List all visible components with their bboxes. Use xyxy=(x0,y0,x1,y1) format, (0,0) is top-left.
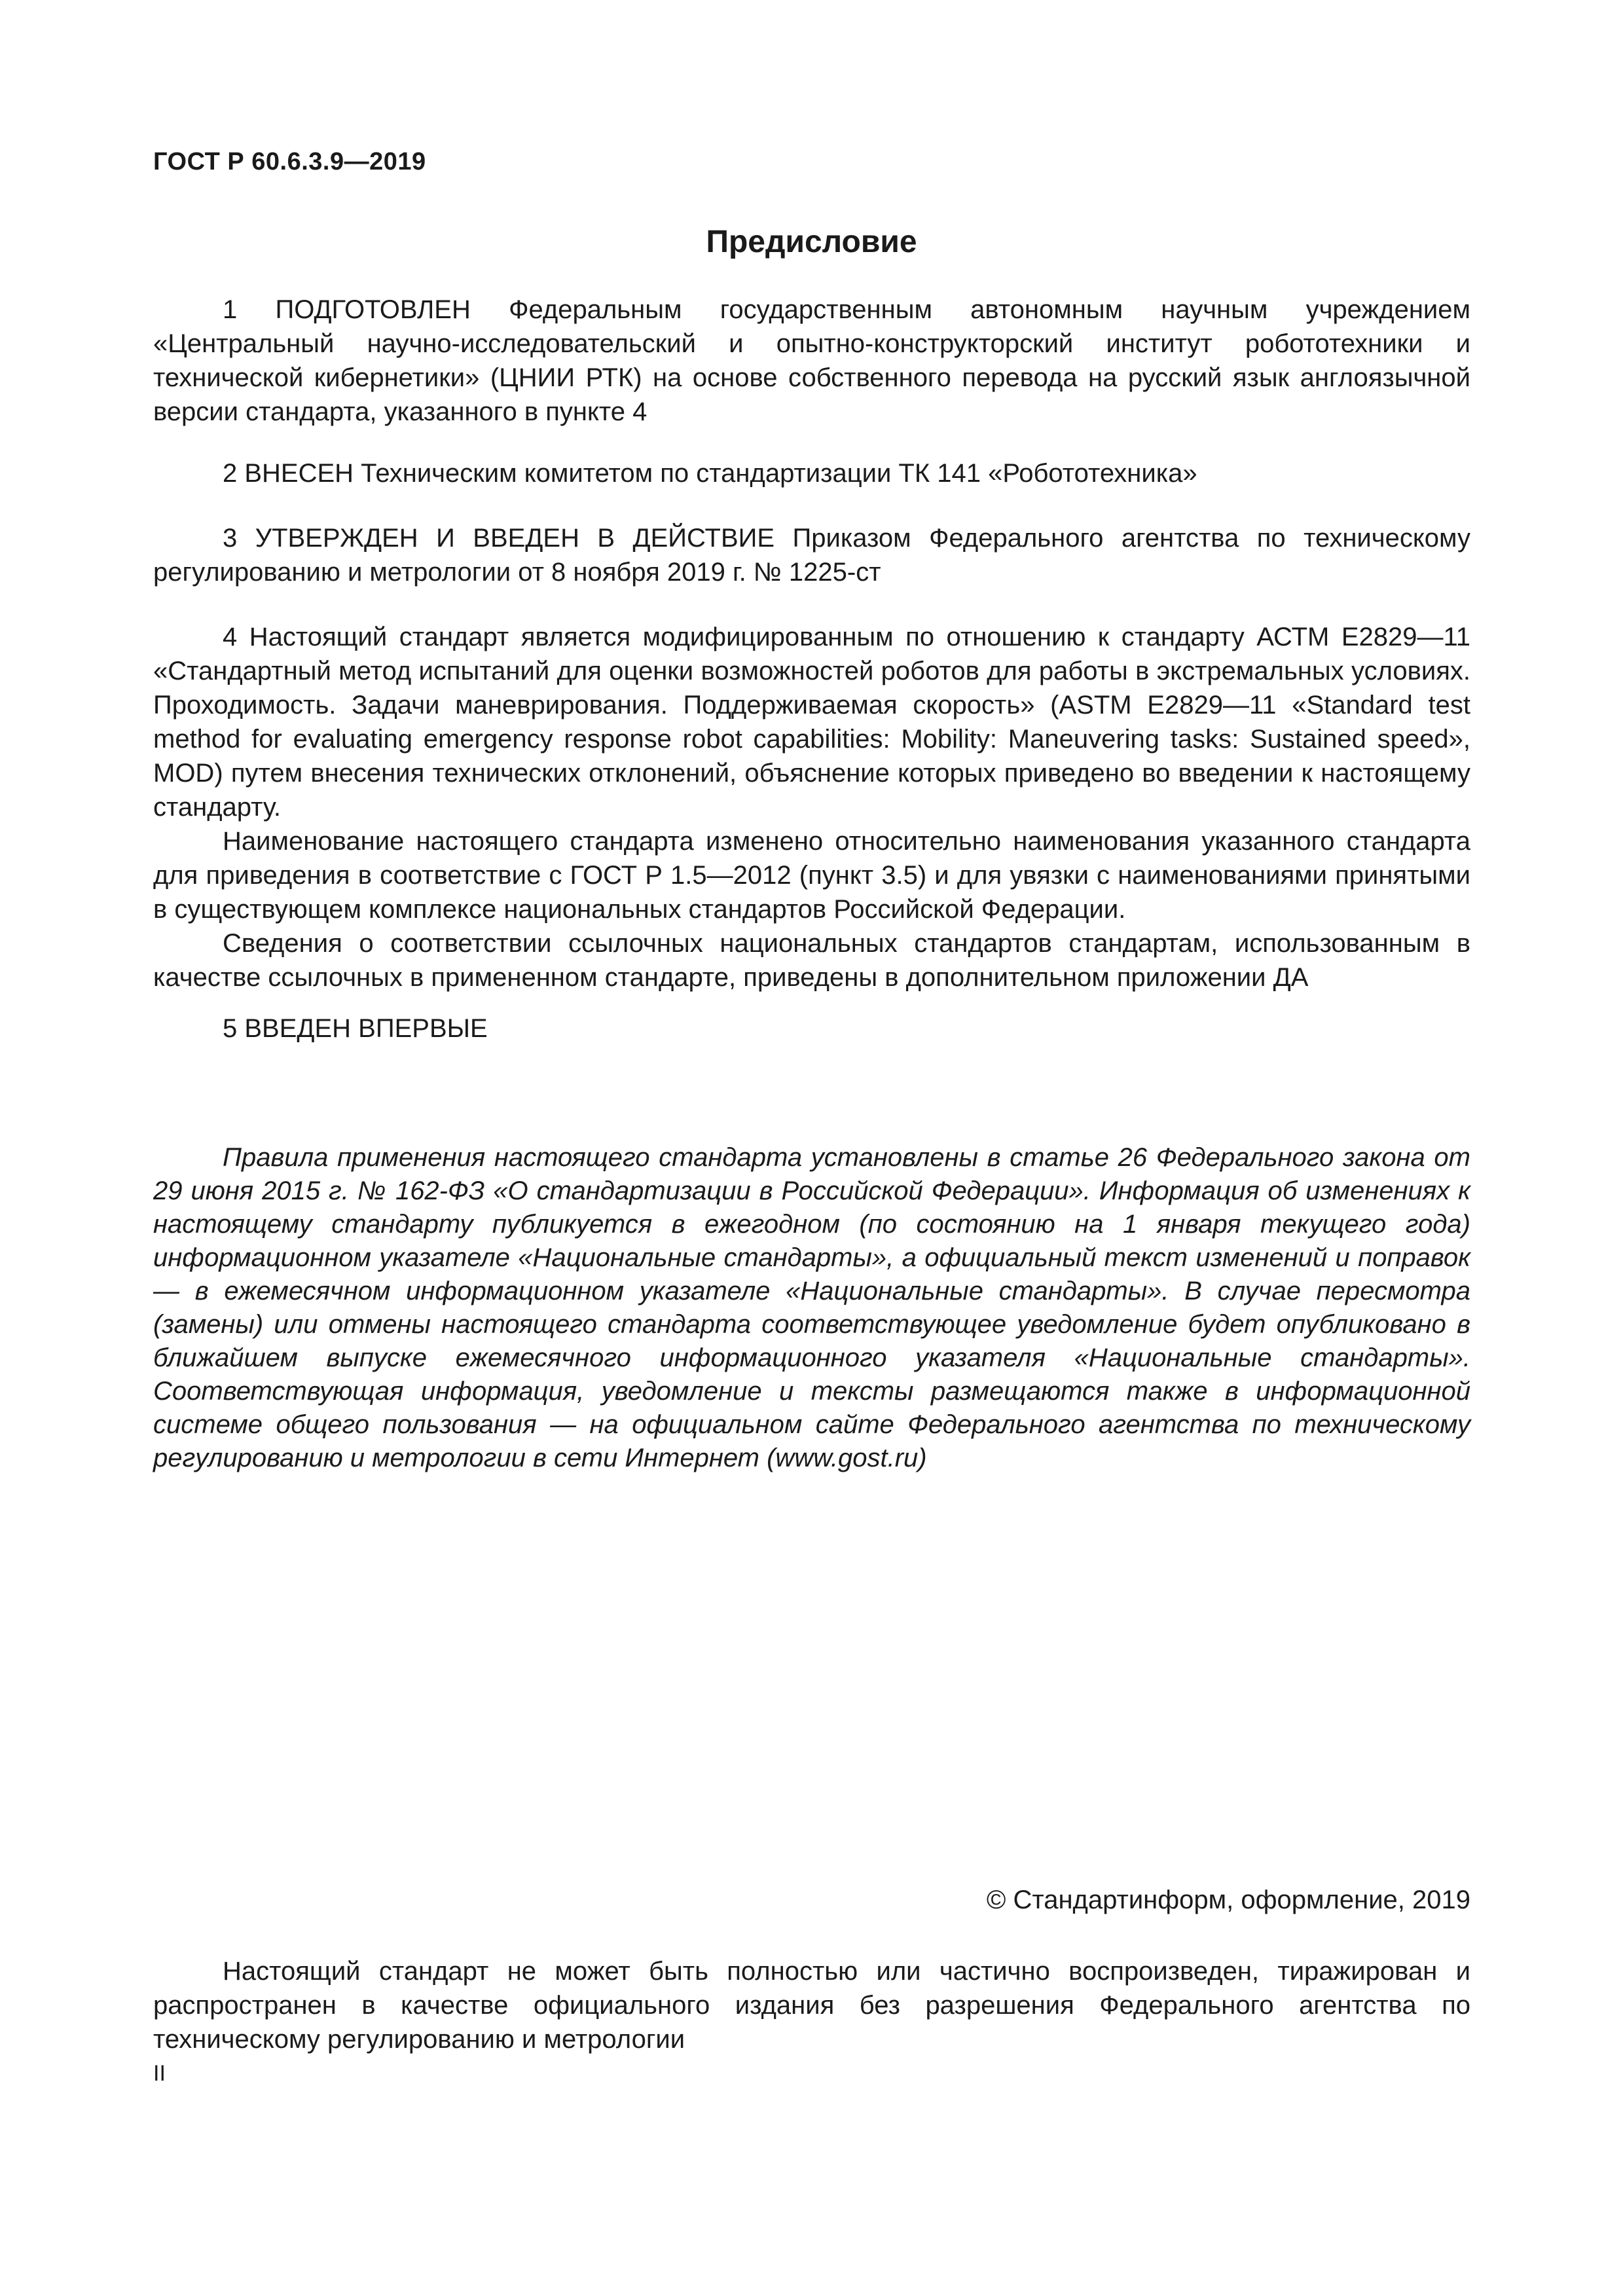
foreword-item-2-text: 2 ВНЕСЕН Техническим комитетом по стандартизации ТК 141 «Робототехника» xyxy=(223,459,1197,488)
copyright-notice: © Стандартинформ, оформление, 2019 xyxy=(986,1886,1470,1914)
foreword-item-4 xyxy=(153,620,1470,994)
application-rules-text: Правила применения настоящего стандарта установлены в статье 26 Федерального закона от 29 июня 2015 г. № 162-ФЗ «О стандартизации в Российской Федерации». Информация об изменениях к настоящему стандарту публикуется в ежегодном (по состоянию на 1 января текущего года) информационном указателе «Национальные стандарты», а официальный текст изменений и поправок — в ежемесячном информационном указателе «Национальные стандарты». В случае пересмотра (замены) или отмены настоящего стандарта соответствующее уведомление будет опубликовано в ближайшем выпуске ежемесячного информационного указателя «Национальные стандарты». Соответствующая информация, уведомление и тексты размещаются также в информационной системе общего пользования — на официальном сайте Федерального агентства по техническому регулированию и метрологии в сети Интернет (www.gost.ru) xyxy=(153,1143,1470,1472)
foreword-item-5 xyxy=(153,1011,1470,1046)
foreword-item-3 xyxy=(153,521,1470,589)
page-number: II xyxy=(153,2061,166,2086)
reproduction-notice xyxy=(153,1954,1470,2056)
foreword-item-1-text: 1 ПОДГОТОВЛЕН Федеральным государственным автономным научным учреждением «Центральный научно-исследовательский и опытно-конструкторский институт робототехники и технической кибернетики» (ЦНИИ РТК) на основе собственного перевода на русский язык англоязычной версии стандарта, указанного в пункте 4 xyxy=(153,295,1470,426)
page-title: Предисловие xyxy=(706,225,917,259)
reproduction-notice-text: Настоящий стандарт не может быть полностью или частично воспроизведен, тиражирован и распространен в качестве официального издания без разрешения Федерального агентства по техническому регулированию и метрологии xyxy=(153,1957,1470,2054)
standard-code-header: ГОСТ Р 60.6.3.9—2019 xyxy=(153,148,426,175)
foreword-item-4-paragraph-1: 4 Настоящий стандарт является модифицированным по отношению к стандарту АСТМ Е2829—11 «Стандартный метод испытаний для оценки возможностей роботов для работы в экстремальных условиях. Проходимость. Задачи маневрирования. Поддерживаемая скорость» (ASTM E2829—11 «Standard test method for evaluating emergency response robot capabilities: Mobility: Maneuvering tasks: Sustained speed», MOD) путем внесения технических отклонений, объяснение которых приведено во введении к настоящему стандарту. xyxy=(153,623,1470,822)
foreword-item-4-paragraph-3: Сведения о соответствии ссылочных национальных стандартов стандартам, использованным в качестве ссылочных в примененном стандарте, приведены в дополнительном приложении ДА xyxy=(153,929,1470,992)
application-rules-note xyxy=(153,1141,1470,1475)
foreword-item-3-text: 3 УТВЕРЖДЕН И ВВЕДЕН В ДЕЙСТВИЕ Приказом Федерального агентства по техническому регулированию и метрологии от 8 ноября 2019 г. № 1225-ст xyxy=(153,524,1470,587)
foreword-item-5-text: 5 ВВЕДЕН ВПЕРВЫЕ xyxy=(223,1014,488,1043)
foreword-item-4-paragraph-2: Наименование настоящего стандарта изменено относительно наименования указанного стандарта для приведения в соответствие с ГОСТ Р 1.5—2012 (пункт 3.5) и для увязки с наименованиями принятыми в существующем комплексе национальных стандартов Российской Федерации. xyxy=(153,827,1470,924)
foreword-item-1 xyxy=(153,293,1470,429)
foreword-item-2 xyxy=(153,456,1470,490)
